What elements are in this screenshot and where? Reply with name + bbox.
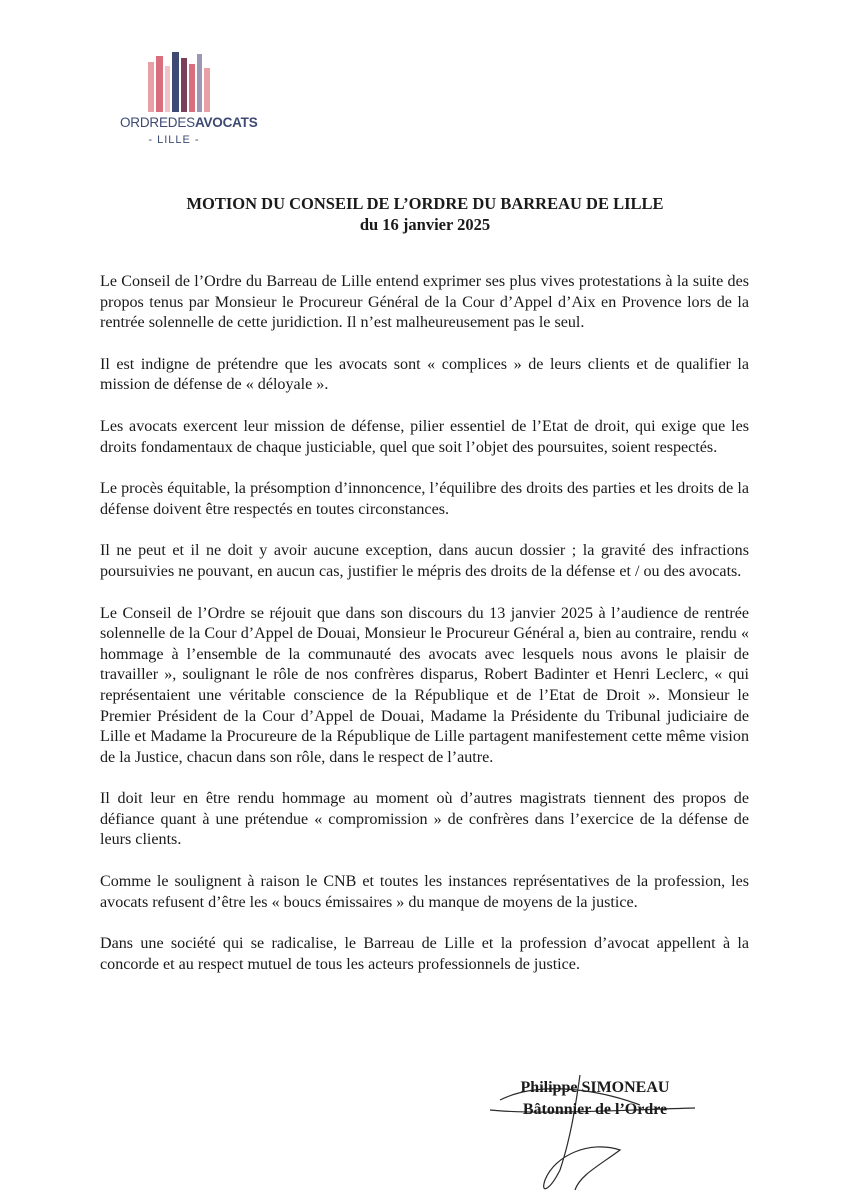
logo-bar <box>204 68 210 112</box>
signature-block <box>495 1077 695 1121</box>
document-body <box>100 272 749 996</box>
bar-association-logo <box>120 52 258 162</box>
logo-bars-svg <box>146 52 216 112</box>
paragraph: Il ne peut et il ne doit y avoir aucune exception, dans aucun dossier ; la gravité des infractions poursuivies ne pouvant, en aucun cas, justifier le mépris des droits de la défense et / ou des avocats. <box>100 542 749 580</box>
logo-bar <box>181 58 187 112</box>
logo-bar <box>197 54 202 112</box>
logo-city: - LILLE - <box>148 134 200 146</box>
logo-bar <box>156 56 163 112</box>
paragraph: Il doit leur en être rendu hommage au moment où d’autres magistrats tiennent des propos de défiance quant à une prétendue « compromission » de confrères dans l’exercice de la défense de leurs clients. <box>100 790 749 849</box>
paragraph: Le procès équitable, la présomption d’innoncence, l’équilibre des droits des parties et les droits de la défense doivent être respectés en toutes circonstances. <box>100 480 749 518</box>
logo-bar <box>165 66 170 112</box>
logo-word-des: DES <box>167 115 195 130</box>
paragraph: Les avocats exercent leur mission de défense, pilier essentiel de l’Etat de droit, qui exige que les droits fondamentaux de chaque justiciable, quel que soit l’objet des poursuites, soient respectés. <box>100 417 749 456</box>
logo-bars-graphic <box>146 52 216 112</box>
paragraph: Dans une société qui se radicalise, le Barreau de Lille et la profession d’avocat appellent à la concorde et au respect mutuel de tous les acteurs professionnels de justice. <box>100 935 749 973</box>
signatory-role: Bâtonnier de l’Ordre <box>522 1101 668 1118</box>
logo-bar <box>189 64 195 112</box>
logo-word-avocats: AVOCATS <box>194 115 258 130</box>
signatory-name: Philippe SIMONEAU <box>520 1079 670 1096</box>
title-line: MOTION DU CONSEIL DE L’ORDRE DU BARREAU DE LILLE <box>186 194 664 213</box>
paragraph: Le Conseil de l’Ordre du Barreau de Lille entend exprimer ses plus vives protestations à la suite des propos tenus par Monsieur le Procureur Général de la Cour d’Appel d’Aix en Provence lors de la rentrée solennelle de cette juridiction. Il n’est malheureusement pas le seul. <box>100 273 749 332</box>
logo-wordmark <box>120 115 258 130</box>
paragraph: Le Conseil de l’Ordre se réjouit que dans son discours du 13 janvier 2025 à l’audience de rentrée solennelle de la Cour d’Appel de Douai, Monsieur le Procureur Général a, bien au contraire, rendu « hommage à l’ensemble de la communauté des avocats avec lesquels nous avons le plaisir de travailler », soulignant le rôle de nos confrères disparus, Robert Badinter et Henri Leclerc, « qui représentaient une véritable conscience de la République et de l’Etat de Droit ». Monsieur le Premier Président de la Cour d’Appel de Douai, Madame la Présidente du Tribunal judiciaire de Lille et Madame la Procureure de la République de Lille partagent manifestement cette même vision de la Justice, chacun dans son rôle, dans le respect de l’autre. <box>100 604 749 766</box>
paragraph: Il est indigne de prétendre que les avocats sont « complices » de leurs clients et de qualifier la mission de défense de « déloyale ». <box>100 355 749 394</box>
logo-bar <box>172 52 179 112</box>
logo-bar <box>148 62 154 112</box>
paragraph: Comme le soulignent à raison le CNB et toutes les instances représentatives de la profession, les avocats refusent d’être les « boucs émissaires » du manque de moyens de la justice. <box>100 873 749 911</box>
title-date: du 16 janvier 2025 <box>359 215 491 234</box>
document-title <box>100 193 750 235</box>
logo-word-ordre: ORDRE <box>120 115 168 130</box>
